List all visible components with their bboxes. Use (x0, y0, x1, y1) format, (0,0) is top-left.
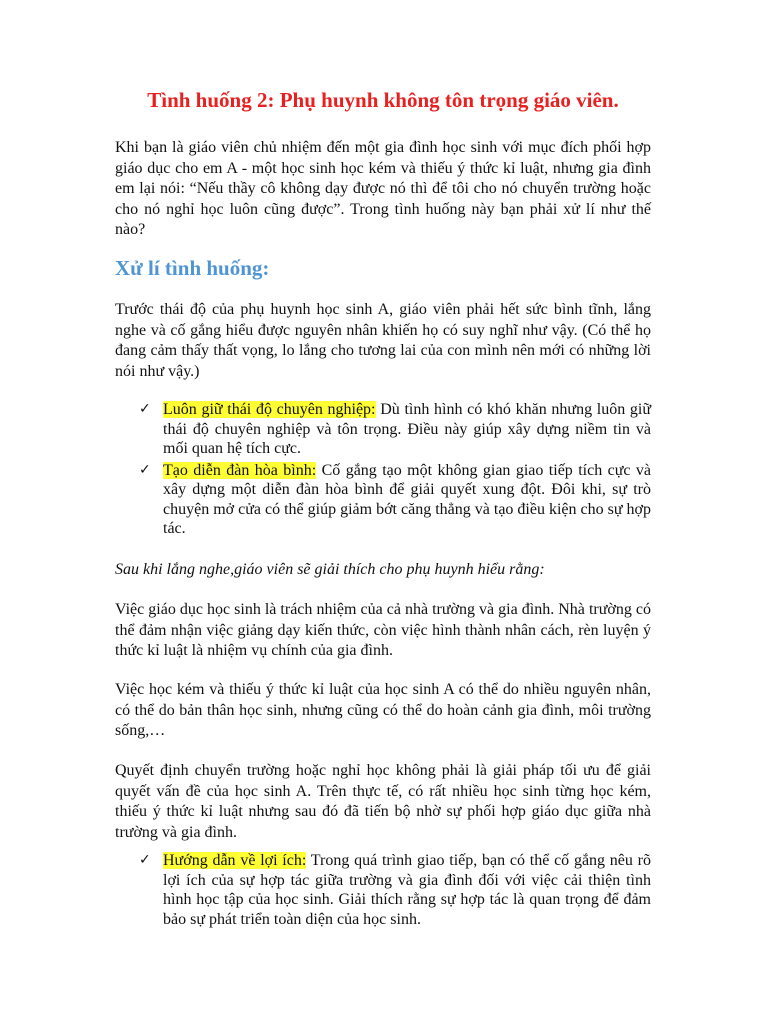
paragraph-responsibility: Việc giáo dục học sinh là trách nhiệm của cả nhà trường và gia đình. Nhà trường có thể đảm nhận việc giảng dạy kiến thức, còn việc hình thành nhân cách, rèn luyện ý thức kỉ luật là nhiệm vụ chính của gia đình. (115, 601, 651, 659)
document-title: Tình huống 2: Phụ huynh không tôn trọng giáo viên. (147, 88, 619, 112)
bullet-list-benefits (115, 851, 651, 931)
check-mark-icon: ✓ (139, 852, 151, 868)
check-mark-icon: ✓ (139, 461, 151, 478)
bullet-item-forum (115, 461, 651, 539)
italic-explanation-line: Sau khi lắng nghe,giáo viên sẽ giải thích cho phụ huynh hiểu rằng: (115, 561, 545, 578)
bullet-text: Cố gắng tạo một không gian giao tiếp tích cực và xây dựng một diễn đàn hòa bình để giải quyết xung đột. Đôi khi, sự trò chuyện mở cửa có thể giúp giảm bớt căng thẳng và tạo điều kiện cho sự hợp tác. (163, 461, 652, 537)
paragraph-response: Trước thái độ của phụ huynh học sinh A, giáo viên phải hết sức bình tĩnh, lắng nghe và cố gắng hiểu được nguyên nhân khiến họ có suy nghĩ như vậy. (Có thể họ đang cảm thấy thất vọng, lo lắng cho tương lai của con mình nên mới có những lời nói như vậy.) (115, 301, 651, 380)
section-heading: Xử lí tình huống: (115, 256, 270, 280)
bullet-text: Dù tình hình có khó khăn nhưng luôn giữ thái độ chuyên nghiệp và tôn trọng. Điều này giúp xây dựng niềm tin và mối quan hệ tích cực. (163, 401, 652, 457)
bullet-text: Trong quá trình giao tiếp, bạn có thể cố gắng nêu rõ lợi ích của sự hợp tác giữa trường và gia đình đối với việc cải thiện tình hình học tập của học sinh. Giải thích rằng sự hợp tác là quan trọng để đảm bảo sự phát triển toàn diện của học sinh. (163, 852, 652, 928)
bullet-item-professional (115, 400, 651, 459)
check-mark-icon: ✓ (139, 401, 151, 417)
intro-paragraph: Khi bạn là giáo viên chủ nhiệm đến một gia đình học sinh với mục đích phối hợp giáo dục cho em A - một học sinh học kém và thiếu ý thức kỉ luật, nhưng gia đình em lại nói: “Nếu thầy cô không dạy được nó thì để tôi cho nó chuyển trường hoặc cho nó nghỉ học luôn cũng được”. Trong tình huống này bạn phải xử lí như thế nào? (115, 139, 651, 238)
paragraph-causes: Việc học kém và thiếu ý thức kỉ luật của học sinh A có thể do nhiều nguyên nhân, có thể do bản thân học sinh, nhưng cũng có thể do hoàn cảnh gia đình, môi trường sống,… (115, 681, 651, 739)
bullet-list-approach (115, 400, 651, 541)
bullet-label-highlight: Hướng dẫn về lợi ích: (163, 852, 307, 869)
paragraph-decision: Quyết định chuyển trường hoặc nghỉ học không phải là giải pháp tối ưu để giải quyết vấn đề của học sinh A. Trên thực tế, có rất nhiều học sinh từng học kém, thiếu ý thức kỉ luật nhưng sau đó đã tiến bộ nhờ sự phối hợp giáo dục giữa nhà trường và gia đình. (115, 762, 651, 841)
bullet-item-benefits (115, 851, 651, 929)
bullet-label-highlight: Tạo diễn đàn hòa bình: (163, 461, 317, 479)
bullet-label-highlight: Luôn giữ thái độ chuyên nghiệp: (163, 401, 376, 418)
